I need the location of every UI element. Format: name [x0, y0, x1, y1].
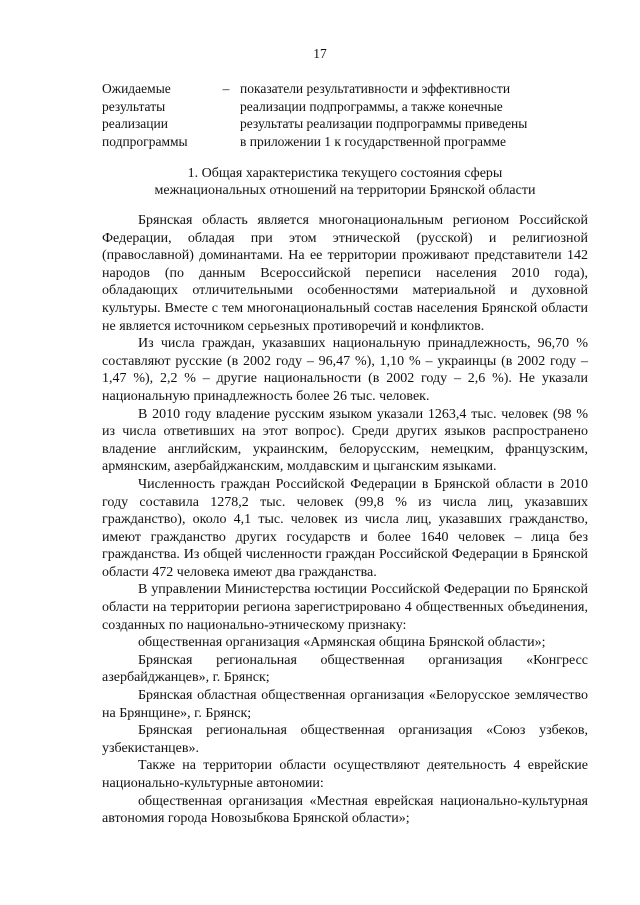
passport-label — [102, 80, 212, 150]
paragraph: В 2010 году владение русским языком указали 1263,4 тыс. человек (98 % из числа ответивших на этот вопрос). Среди других языков распространено владение английским, украинским, белорусским, немецким, французским, армянским, азербайджанским, молдавским и цыганским языками. — [102, 406, 588, 475]
list-item: Брянская региональная общественная организация «Союз узбеков, узбекистанцев». — [102, 723, 588, 756]
passport-value-line: в приложении 1 к государственной программе — [240, 133, 507, 149]
passport-value-line: результаты реализации подпрограммы приведены — [240, 116, 528, 131]
paragraph: Брянская область является многонациональным регионом Российской Федерации, обладая при этом этнической (русской) и религиозной (православной) доминантами. На ее территории проживают представители 142 народов (по данным Всероссийской переписи населения 2010 года), обладающих отличительными особенностями материальной и духовной культуры. Вместе с тем многонациональный состав населения Брянской области не является источником серьезных противоречий и конфликтов. — [102, 213, 588, 334]
paragraph: Численность граждан Российской Федерации в Брянской области в 2010 году составила 1278,2 тыс. человек (99,8 % из числа лиц, указавших гражданство), около 4,1 тыс. человек из числа лиц, указавших гражданство, имеют гражданство других государств и более 1640 человек – лица без гражданства. Из общей численности граждан Российской Федерации в Брянской области 472 человека имеют два гражданства. — [102, 476, 588, 580]
passport-value — [240, 80, 552, 150]
passport-value-line: реализации подпрограммы, а также конечные — [240, 98, 503, 114]
section-title — [102, 165, 588, 199]
passport-table — [102, 80, 552, 150]
paragraph: Также на территории области осуществляют деятельность 4 еврейские национально-культурные автономии: — [102, 758, 588, 791]
list-item: общественная организация «Местная еврейская национально-культурная автономия города Новозыбкова Брянской области»; — [102, 793, 588, 827]
passport-label-line: результаты — [102, 98, 166, 114]
passport-dash: – — [222, 81, 230, 96]
body-text — [102, 212, 588, 828]
passport-row-expected-results — [102, 80, 552, 150]
list-item: Брянская областная общественная организация «Белорусское землячество на Брянщине», г. Брянск; — [102, 688, 588, 721]
passport-value-line: показатели результативности и эффективности — [240, 81, 511, 96]
paragraph: В управлении Министерства юстиции Российской Федерации по Брянской области на территории региона зарегистрировано 4 общественных объединения, созданных по национально-этническому признаку: — [102, 582, 588, 633]
passport-label-line: реализации — [102, 116, 168, 131]
passport-label-line: Ожидаемые — [102, 81, 171, 96]
page-number: 17 — [313, 46, 327, 61]
list-item: Брянская региональная общественная организация «Конгресс азербайджанцев», г. Брянск; — [102, 652, 588, 686]
paragraph: Из числа граждан, указавших национальную принадлежность, 96,70 % составляют русские (в 2002 году – 96,47 %), 1,10 % – украинцы (в 2002 году – 1,47 %), 2,2 % – другие национальности (в 2002 году – 2,6 %). Не указали национальную принадлежность более 26 тыс. человек. — [102, 336, 588, 404]
list-item: общественная организация «Армянская община Брянской области»; — [138, 635, 546, 651]
section-title-line: межнациональных отношений на территории Брянской области — [154, 183, 536, 198]
passport-label-line: подпрограммы — [102, 133, 188, 149]
section-title-line: 1. Общая характеристика текущего состояния сферы — [187, 166, 503, 181]
